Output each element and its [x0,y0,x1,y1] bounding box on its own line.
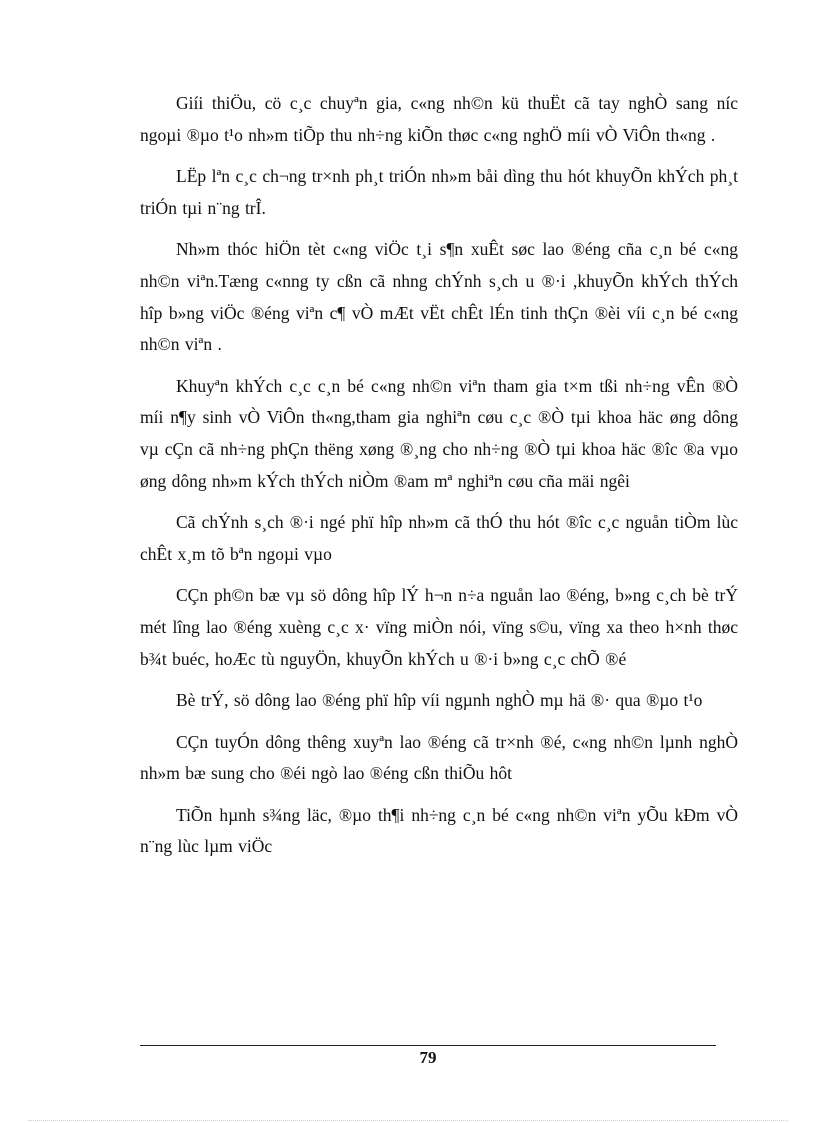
page-number: 79 [419,1048,437,1067]
paragraph-8: CÇn tuyÓn dông thêng xuyªn lao ®éng cã tr×nh ®é, c«ng nh©n lµnh nghÒ nh»m bæ sung cho ®éi ngò lao ®éng cßn thiÕu hôt [140,731,738,784]
paragraph-9: TiÕn hµnh s¾ng läc, ®µo th¶i nh÷ng c¸n bé c«ng nh©n viªn yÕu kÐm vÒ n¨ng lùc lµm viÖc [140,804,738,857]
body-text [140,88,738,873]
paragraph-3: Nh»m thóc hiÖn tèt c«ng viÖc t¸i s¶n xuÊt søc lao ®éng cña c¸n bé c«ng nh©n viªn.Tæng c«nng ty cßn cã nhng chÝnh s¸ch u ®·i ,khuyÕn khÝch thÝch hîp b»ng viÖc ®éng viªn c¶ vÒ mÆt vËt chÊt lÉn tinh thÇn ®èi víi c¸n bé c«ng nh©n viªn . [140,239,738,355]
paragraph-4: Khuyªn khÝch c¸c c¸n bé c«ng nh©n viªn tham gia t×m tßi nh÷ng vÊn ®Ò míi n¶y sinh vÒ ViÔn th«ng,tham gia nghiªn cøu c¸c ®Ò tµi khoa häc øng dông vµ cÇn cã nh÷ng phÇn thëng xøng ®¸ng cho nh÷ng ®Ò tµi khoa häc ®îc ®a vµo øng dông nh»m kÝch thÝch niÒm ®am mª nghiªn cøu cña mäi ngêi [140,375,738,491]
paragraph-5: Cã chÝnh s¸ch ®·i ngé phï hîp nh»m cã thÓ thu hót ®îc c¸c nguån tiÒm lùc chÊt x¸m tõ bªn ngoµi vµo [140,512,738,564]
paragraph-2: LËp lªn c¸c ch¬ng tr×nh ph¸t triÓn nh»m båi dìng thu hót khuyÕn khÝch ph¸t triÓn tµi n¨ng trÎ. [140,166,738,218]
paragraph-1: Giíi thiÖu, cö c¸c chuyªn gia, c«ng nh©n kü thuËt cã tay nghÒ sang níc ngoµi ®µo t¹o nh»m tiÕp thu nh÷ng kiÕn thøc c«ng nghÖ míi vÒ ViÔn th«ng . [140,93,738,145]
paragraph-6: CÇn ph©n bæ vµ sö dông hîp lÝ h¬n n÷a nguån lao ®éng, b»ng c¸ch bè trÝ mét lîng lao ®éng xuèng c¸c x· vïng miÒn nói, vïng s©u, vïng xa theo h×nh thøc b¾t buéc, hoÆc tù nguyÖn, khuyÕn khÝch u ®·i b»ng c¸c chÕ ®é [140,585,738,669]
footer-rule [140,1045,716,1046]
paragraph-7: Bè trÝ, sö dông lao ®éng phï hîp víi ngµnh nghÒ mµ hä ®· qua ®µo t¹o [176,690,703,711]
page-edge-dotted-line [28,1120,788,1121]
